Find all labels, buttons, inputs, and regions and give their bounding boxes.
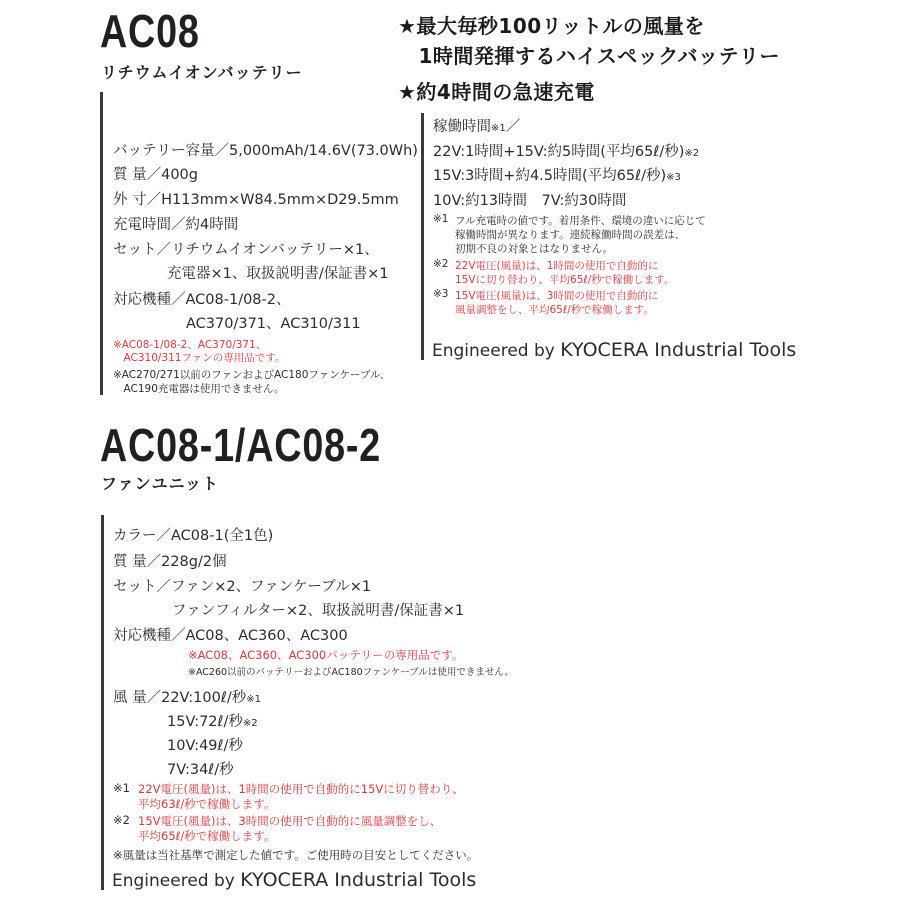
airflow-label: 風 量／: [113, 690, 162, 706]
runtime-fn1-mark: ※1: [433, 213, 449, 225]
fan-airflow-15v: [167, 710, 258, 731]
battery-set-line2: 充電器×1、取扱説明書/保証書×1: [167, 266, 389, 282]
fan-fn1-l2: 平均63ℓ/秒で稼働します。: [138, 797, 276, 811]
battery-model-title: AC08: [100, 5, 200, 57]
runtime-line2-mark: ※3: [666, 172, 681, 183]
fan-subtitle: ファンユニット: [101, 474, 220, 493]
fan-airflow-7v: 7V:34ℓ/秒: [167, 762, 234, 778]
fan-color: カラー／AC08-1(全1色): [113, 528, 274, 544]
battery-note-1: ※AC270/271以前のファンおよびAC180ファンケーブル、: [113, 369, 391, 381]
battery-charge-time: 充電時間／約4時間: [113, 217, 239, 233]
fan-set-line1: セット／ファン×2、ファンケーブル×1: [113, 579, 372, 595]
fan-set-line2: ファンフィルター×2、取扱説明書/保証書×1: [172, 603, 465, 619]
runtime-line2-text: 15V:3時間+約4.5時間(平均65ℓ/秒): [433, 168, 667, 184]
airflow-15v-value: 15V:72ℓ/秒: [167, 714, 243, 730]
runtime-fn2-mark: ※2: [433, 258, 449, 270]
runtime-fn1-l2: 稼働時間が異なります。連続稼働時間の誤差は、: [455, 229, 686, 241]
battery-subtitle: リチウムイオンバッテリー: [101, 63, 303, 82]
fan-fn1-l1: 22V電圧(風量)は、1時間の使用で自動的に15Vに切り替わり、: [138, 782, 464, 796]
battery-note-red-1: ※AC08-1/08-2、AC370/371、: [113, 339, 267, 351]
runtime-fn2-l1: 22V電圧(風量)は、1時間の使用で自動的に: [455, 260, 659, 272]
fan-note: ※風量は当社基準で測定した値です。ご使用時の目安としてください。: [113, 848, 479, 862]
battery-spec-divider-right: [421, 113, 424, 360]
battery-brand: [432, 339, 796, 361]
runtime-fn3-l2: 風量調整をし、平均65ℓ/秒で稼働します。: [455, 304, 654, 316]
airflow-22v-value: 22V:100ℓ/秒: [161, 690, 247, 706]
brand-prefix: Engineered by: [432, 341, 561, 361]
battery-capacity: バッテリー容量／5,000mAh/14.6V(73.0Wh): [113, 143, 418, 159]
runtime-fn1-l3: 初期不良の対象とはなりません。: [455, 243, 614, 255]
fan-weight: 質 量／228g/2個: [113, 554, 227, 570]
battery-headline-3: ★約4時間の急速充電: [398, 80, 595, 104]
brand-name: KYOCERA Industrial Tools: [560, 339, 797, 361]
battery-compat-line1: 対応機種／AC08-1/08-2、: [113, 292, 291, 308]
runtime-title-mark: ※1: [491, 123, 506, 134]
fan-compat-note: ※AC260以前のバッテリーおよびAC180ファンケーブルは使用できません。: [188, 667, 514, 678]
battery-dimensions: 外 寸／H113mm×W84.5mm×D29.5mm: [113, 192, 399, 208]
airflow-22v-mark: ※1: [246, 694, 261, 705]
fan-fn1-mark: ※1: [113, 781, 130, 795]
fan-brand: [112, 869, 476, 891]
runtime-line1-mark: ※2: [684, 148, 700, 159]
airflow-15v-mark: ※2: [242, 718, 258, 729]
fan-airflow-10v: 10V:49ℓ/秒: [167, 738, 243, 754]
battery-spec-divider-left: [100, 92, 103, 395]
runtime-fn3-l1: 15V電圧(風量)は、3時間の使用で自動的に: [455, 290, 659, 302]
runtime-footnote-1: [433, 213, 448, 225]
battery-headline-2: 1時間発揮するハイスペックバッテリー: [398, 44, 781, 68]
fan-compat: 対応機種／AC08、AC360、AC300: [113, 628, 348, 644]
runtime-fn1-l1: フル充電時の値です。着用条件、環境の違いに応じて: [455, 215, 706, 227]
battery-note-red-2: AC310/311ファンの専用品です。: [113, 352, 286, 364]
runtime-fn2-l2: 15Vに切り替わり、平均65ℓ/秒で稼働します。: [455, 274, 675, 286]
battery-compat-line2: AC370/371、AC310/311: [186, 316, 361, 332]
runtime-fn3-mark: ※3: [433, 288, 449, 300]
fan-fn2-l2: 平均65ℓ/秒で稼働します。: [138, 829, 276, 843]
runtime-line3: 10V:約13時間 7V:約30時間: [433, 193, 627, 209]
runtime-line1-text: 22V:1時間+15V:約5時間(平均65ℓ/秒): [433, 144, 685, 160]
battery-note-2: AC190充電器は使用できません。: [113, 383, 285, 395]
runtime-line1: [433, 140, 699, 161]
runtime-title: [433, 115, 520, 136]
fan-fn2-mark: ※2: [113, 813, 130, 827]
runtime-title-text: 稼働時間: [433, 119, 491, 135]
fan-spec-divider: [101, 515, 104, 890]
fan-model-title: AC08-1/AC08-2: [100, 419, 382, 471]
fan-compat-note-red: ※AC08、AC360、AC300バッテリーの専用品です。: [188, 648, 464, 662]
fan-fn2-l1: 15V電圧(風量)は、3時間の使用で自動的に風量調整をし、: [138, 814, 442, 828]
battery-weight: 質 量／400g: [113, 167, 198, 183]
runtime-line2: [433, 164, 681, 185]
battery-headline-1: ★最大毎秒100リットルの風量を: [398, 14, 705, 38]
brand-prefix: Engineered by: [112, 871, 241, 891]
brand-name: KYOCERA Industrial Tools: [240, 869, 477, 891]
fan-airflow-22v: [113, 686, 261, 707]
runtime-title-slash: ／: [505, 119, 521, 135]
battery-set-line1: セット／リチウムイオンバッテリー×1、: [113, 242, 379, 258]
